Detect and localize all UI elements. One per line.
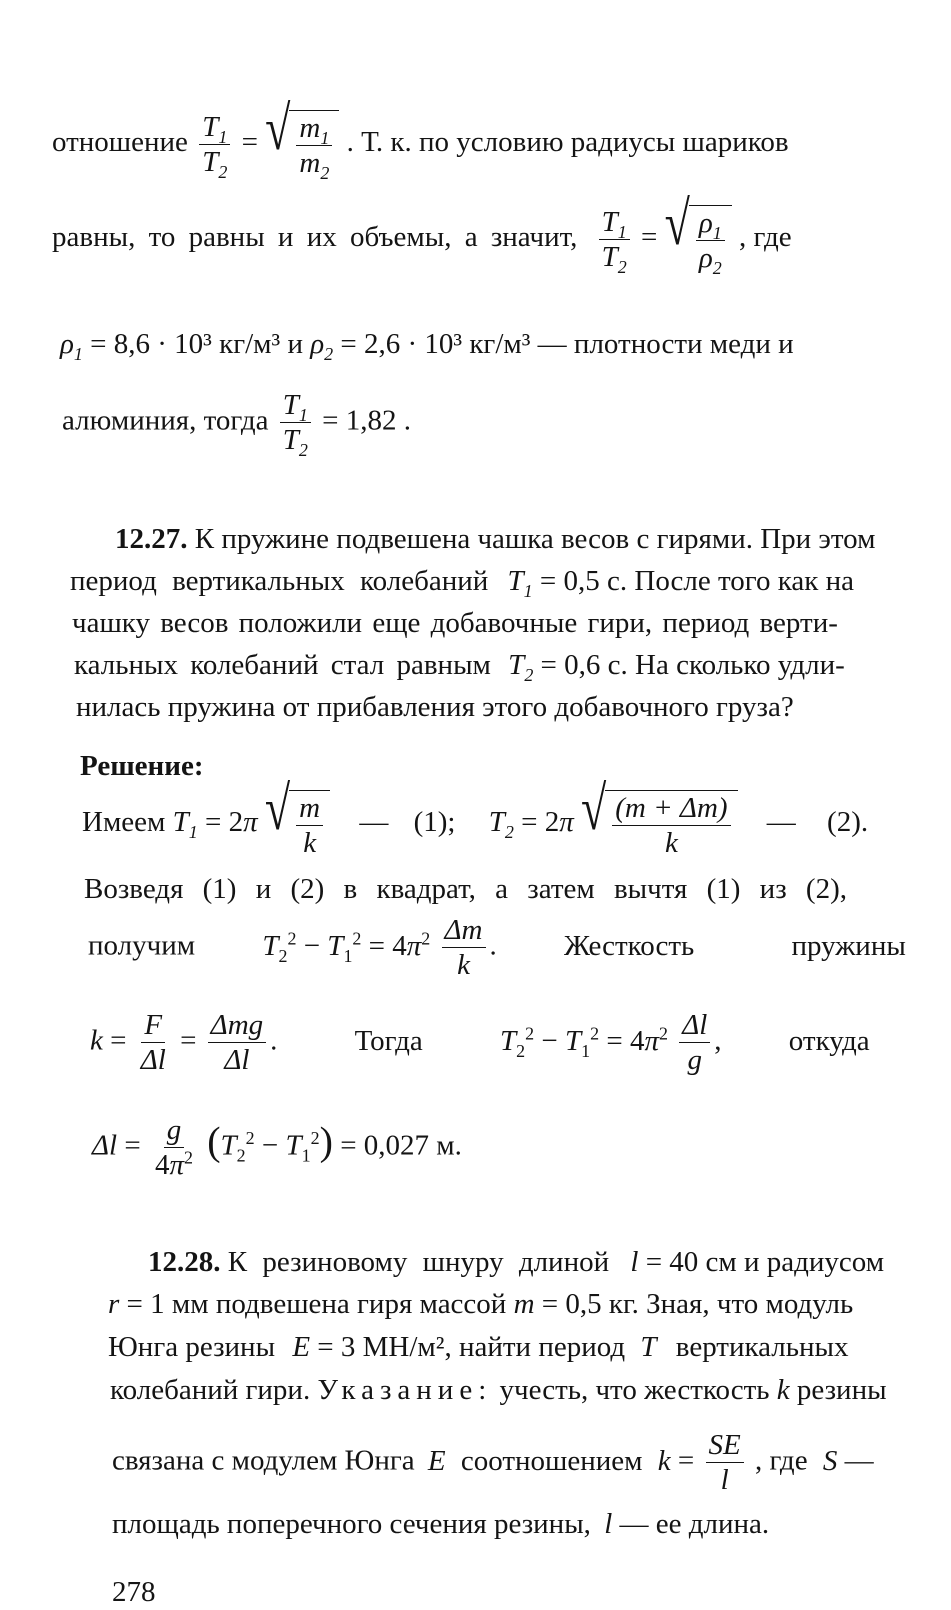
text-run: учесть, что жесткость bbox=[499, 1374, 770, 1406]
text-run: , где bbox=[739, 221, 792, 254]
text-run: = 3 МН/м², найти период bbox=[317, 1331, 626, 1363]
problem-number: 12.27. bbox=[115, 523, 188, 555]
text-run: соотношением bbox=[460, 1444, 643, 1477]
text-run: пружины bbox=[791, 929, 906, 962]
solution-line: k = $\frac{F}{\Delta l}$ = $\frac{\text{Δmg}}{\Delta l}$ . Тогда $T_2^2 - T_1^2 = 4\pi^2$ $\frac{\Delta l}{g}$ , откуда bbox=[90, 1009, 870, 1077]
text-run: равны, то равны и их объемы, а значит, bbox=[52, 221, 578, 254]
text-run: получим bbox=[88, 929, 196, 962]
text-line: отношение $\frac{T_1}{T_2}$ = √ $\frac{m_1}{m_2}$ . Т. к. по условию радиусы шариков bbox=[52, 93, 789, 184]
text-line: равны, то равны и их объемы, а значит, $\frac{T_1}{T_2}$ = √ $\frac{\rho_1}{\rho_2}$ , где bbox=[52, 188, 792, 279]
problem-12-28-line: 12.28. К резиновому шнуру длиной l = 40 см и радиусом bbox=[148, 1246, 885, 1278]
page-number: 278 bbox=[112, 1576, 156, 1608]
formula-dmg-dl: $\frac{\text{Δmg}}{\Delta l}$ bbox=[208, 1010, 266, 1076]
solution-line bbox=[84, 875, 847, 904]
text-run: алюминия, тогда bbox=[62, 404, 269, 437]
solution-heading: Решение: bbox=[80, 750, 204, 782]
text-run: Жесткость bbox=[564, 929, 695, 962]
problem-12-27-line: кальных колебаний стал равным $T_2 = 0,6$ с. На сколько удли- bbox=[74, 649, 845, 685]
text-run: = 0,027 м. bbox=[340, 1129, 462, 1162]
formula-t1-t2: $\frac{T_1}{T_2}$ bbox=[199, 112, 230, 178]
text-run: Имеем bbox=[82, 806, 166, 839]
solution-line: Имеем $T_1 = 2\pi$ √ $\frac{m}{k}$ — (1); $T_2 = 2\pi$ √ $\frac{(m + \Delta m)}{k}$ — (2). bbox=[82, 773, 869, 860]
formula-f-dl: $\frac{F}{\Delta l}$ bbox=[140, 1009, 166, 1077]
solution-line: получим $T_2^2 - T_1^2 = 4\pi^2$ $\frac{\Delta m}{k}$ . Жесткость пружины bbox=[88, 914, 906, 982]
text-run: связана с модулем Юнга bbox=[112, 1444, 415, 1477]
problem-12-27-line bbox=[115, 525, 875, 554]
formula-t1-t2: $\frac{T_1}{T_2}$ bbox=[599, 207, 630, 273]
text-run: кальных колебаний стал равным bbox=[74, 649, 491, 681]
text-line bbox=[62, 389, 411, 461]
text-run: площадь поперечного сечения резины, bbox=[112, 1508, 591, 1540]
solution-line: Δl = $\frac{g}{4\pi^2}$ $(T_2^2 - T_1^2) = 0,027$ м. bbox=[92, 1114, 462, 1182]
text-run: = 0,6 с. На сколько удли- bbox=[540, 649, 845, 681]
text-run: К пружине подвешена чашка весов с гирями. При этом bbox=[194, 523, 876, 555]
text-run: резины bbox=[796, 1374, 887, 1406]
formula-sqrt-mass: √ $\frac{m_1}{m_2}$ bbox=[265, 110, 339, 179]
problem-12-27-line bbox=[76, 693, 794, 722]
text-run: Возведя (1) и (2) в квадрат, а затем вычтя (1) из (2), bbox=[84, 873, 847, 905]
formula-dm-k: $\frac{\Delta m}{k}$ bbox=[442, 915, 486, 981]
problem-12-27-line: период вертикальных колебаний $T_1 = 0,5$ с. После того как на bbox=[70, 565, 854, 601]
text-run: нилась пружина от прибавления этого добавочного груза? bbox=[76, 691, 794, 723]
text-run: Тогда bbox=[354, 1024, 423, 1057]
text-run: — ее длина. bbox=[619, 1508, 770, 1540]
text-run: К резиновому шнуру длиной bbox=[227, 1246, 610, 1278]
text-run: = 2,6 · 10³ кг/м³ — плотности меди и bbox=[340, 328, 794, 360]
problem-12-28-line: Юнга резины E = 3 МН/м², найти период T вертикальных bbox=[108, 1331, 849, 1363]
text-run: — bbox=[844, 1444, 874, 1477]
text-run: откуда bbox=[788, 1024, 870, 1057]
text-run: = 0,5 кг. Зная, что модуль bbox=[541, 1288, 854, 1320]
formula-g-4pi2: $\frac{g}{4\pi^2}$ bbox=[154, 1114, 193, 1182]
text-run: . Т. к. по условию радиусы шариков bbox=[346, 126, 789, 159]
text-run: = 40 см и радиусом bbox=[645, 1246, 885, 1278]
text-run: чашку весов положили еще добавочные гири, период верти- bbox=[72, 607, 838, 639]
text-run: период вертикальных колебаний bbox=[70, 565, 489, 597]
problem-number: 12.28. bbox=[148, 1246, 221, 1278]
problem-12-28-line: r = 1 мм подвешена гиря массой m = 0,5 кг. Зная, что модуль bbox=[108, 1288, 854, 1320]
formula-sqrt-density: √ $\frac{\rho_1}{\rho_2}$ bbox=[665, 205, 732, 274]
formula-t1-t2: $\frac{T_1}{T_2}$ bbox=[280, 390, 311, 456]
text-run: , где bbox=[754, 1444, 808, 1477]
text-run: = 1 мм подвешена гиря массой bbox=[126, 1288, 507, 1320]
problem-12-28-line: колебаний гири. Указание: учесть, что жесткость k резины bbox=[110, 1374, 887, 1406]
text-run: вертикальных bbox=[675, 1331, 849, 1363]
text-run: — (2). bbox=[766, 806, 869, 839]
problem-12-28-line: связана с модулем Юнга E соотношением k = $\frac{SE}{l}$ , где S — bbox=[112, 1429, 874, 1497]
text-run: Указание: bbox=[317, 1374, 493, 1406]
formula-period-2: √ $\frac{(m + \Delta m)}{k}$ bbox=[581, 790, 738, 859]
problem-12-27-line bbox=[72, 609, 838, 638]
text-line: $\rho_1 = 8,6 \cdot 10^3$ кг/м³ и $\rho_2 = 2,6 \cdot 10^3$ кг/м³ — плотности меди и bbox=[60, 328, 794, 364]
formula-dl-g: $\frac{\Delta l}{g}$ bbox=[679, 1010, 710, 1076]
text-run: — (1); bbox=[359, 806, 456, 839]
text-run: = 8,6 · 10³ кг/м³ и bbox=[90, 328, 303, 360]
text-run: = 1,82 . bbox=[322, 404, 411, 437]
text-run: = 0,5 с. После того как на bbox=[539, 565, 854, 597]
formula-period-1: √ $\frac{m}{k}$ bbox=[265, 790, 330, 859]
problem-12-28-line: площадь поперечного сечения резины, l — ее длина. bbox=[112, 1508, 770, 1540]
text-run: Юнга резины bbox=[108, 1331, 276, 1363]
text-run: колебаний гири. bbox=[110, 1374, 311, 1406]
formula-se-l: $\frac{SE}{l}$ bbox=[706, 1430, 744, 1496]
text-run: отношение bbox=[52, 126, 188, 159]
